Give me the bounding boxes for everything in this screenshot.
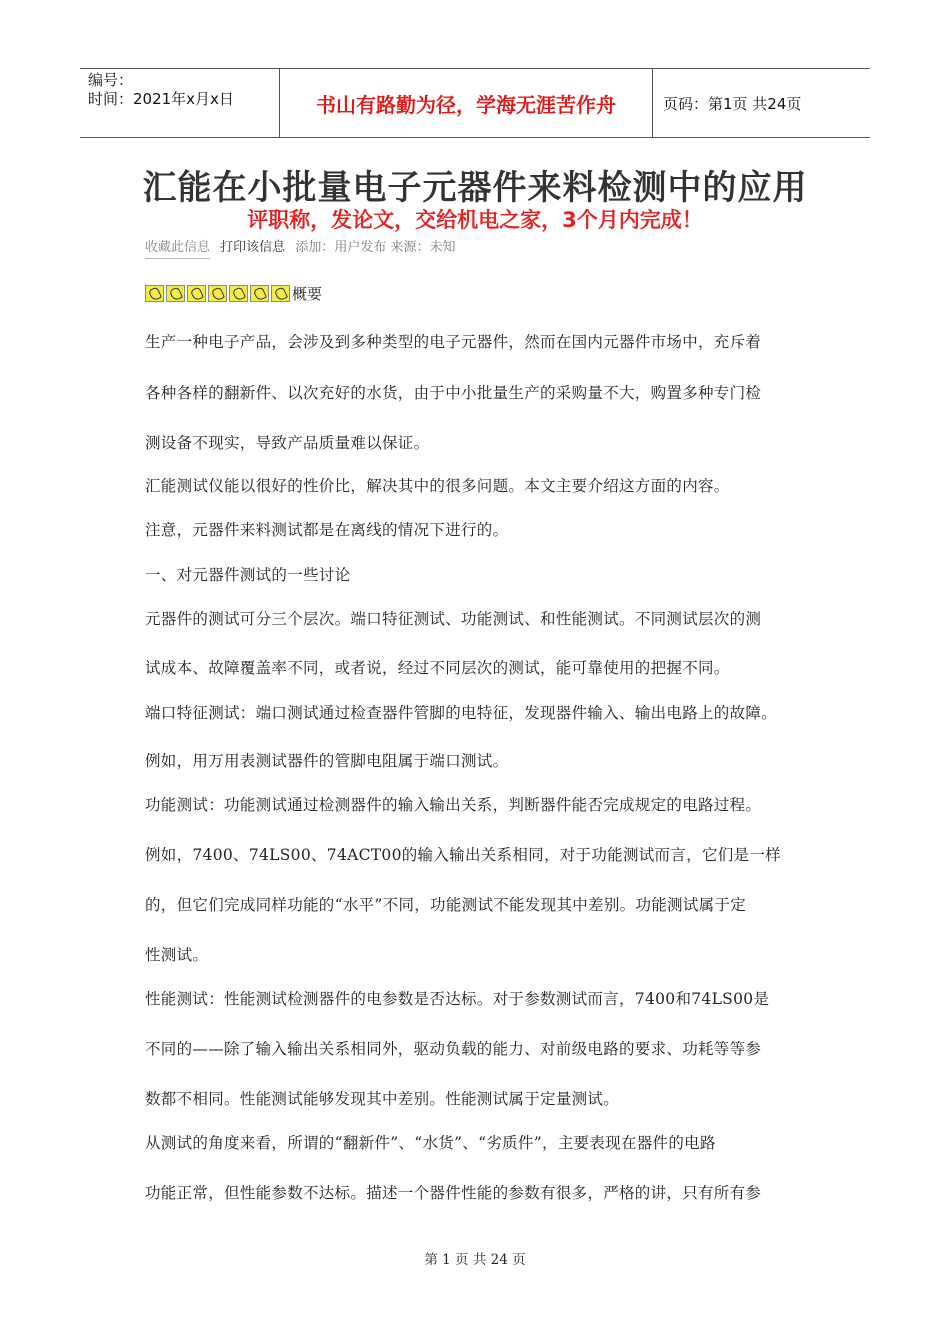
decorative-icon xyxy=(145,285,164,302)
text-line: 性能测试：性能测试检测器件的电参数是否达标。对于参数测试而言，7400和74LS00是 xyxy=(145,990,770,1008)
text-line: 汇能测试仪能以很好的性价比，解决其中的很多问题。本文主要介绍这方面的内容。 xyxy=(145,477,730,495)
text-line: 不同的——除了输入输出关系相同外，驱动负载的能力、对前级电路的要求、功耗等等参 xyxy=(145,1040,762,1058)
time-label: 时间：2021年x月x日 xyxy=(88,90,234,108)
text-line: 端口特征测试：端口测试通过检查器件管脚的电特征，发现器件输入、输出电路上的故障。 xyxy=(145,704,778,722)
text-line: 例如，用万用表测试器件的管脚电阻属于端口测试。 xyxy=(145,752,509,770)
text-line: 性测试。 xyxy=(145,946,209,964)
text-line: 测设备不现实，导致产品质量难以保证。 xyxy=(145,434,430,452)
print-link[interactable]: 打印该信息 xyxy=(220,240,286,255)
text-line: 试成本、故障覆盖率不同，或者说，经过不同层次的测试，能可靠使用的把握不同。 xyxy=(145,659,730,677)
meta-bar xyxy=(145,236,455,255)
page-footer: 第 1 页 共 24 页 xyxy=(424,1252,526,1268)
code-label: 编号： xyxy=(88,71,134,89)
decorative-icon xyxy=(166,285,185,302)
text-line: 例如，7400、74LS00、74ACT00的输入输出关系相同，对于功能测试而言，它们是一样 xyxy=(145,846,781,864)
decorative-icon xyxy=(271,285,290,302)
text-line: 一、对元器件测试的一些讨论 xyxy=(145,566,351,584)
text-line: 数都不相同。性能测试能够发现其中差别。性能测试属于定量测试。 xyxy=(145,1090,620,1108)
decorative-icon xyxy=(250,285,269,302)
text-line: 生产一种电子产品，会涉及到多种类型的电子元器件，然而在国内元器件市场中，充斥着 xyxy=(145,333,762,351)
header-table xyxy=(80,68,870,138)
text-line: 元器件的测试可分三个层次。端口特征测试、功能测试、和性能测试。不同测试层次的测 xyxy=(145,610,762,628)
summary-heading xyxy=(145,283,322,304)
decorative-icon xyxy=(229,285,248,302)
text-line: 功能测试：功能测试通过检测器件的输入输出关系，判断器件能否完成规定的电路过程。 xyxy=(145,796,762,814)
text-line: 各种各样的翻新件、以次充好的水货，由于中小批量生产的采购量不大，购置多种专门检 xyxy=(145,384,762,402)
document-title: 汇能在小批量电子元器件来料检测中的应用 xyxy=(142,168,808,208)
summary-label: 概要 xyxy=(292,285,323,303)
header-motto: 书山有路勤为径，学海无涯苦作舟 xyxy=(280,69,653,137)
header-left-cell xyxy=(80,69,280,137)
decorative-icon xyxy=(187,285,206,302)
text-line: 从测试的角度来看，所谓的“翻新件”、“水货”、“劣质件”，主要表现在器件的电路 xyxy=(145,1134,716,1152)
header-page-info: 页码：第1页 共24页 xyxy=(663,94,802,113)
decorative-icon xyxy=(208,285,227,302)
text-line: 注意，元器件来料测试都是在离线的情况下进行的。 xyxy=(145,521,509,539)
star-icon-row xyxy=(145,285,292,302)
source: 来源：未知 xyxy=(390,240,456,255)
added-by: 添加：用户发布 xyxy=(295,240,387,255)
favorite-link[interactable]: 收藏此信息 xyxy=(145,240,210,259)
promo-banner: 评职称，发论文，交给机电之家，3个月内完成！ xyxy=(247,208,703,232)
text-line: 的，但它们完成同样功能的“水平”不同，功能测试不能发现其中差别。功能测试属于定 xyxy=(145,896,747,914)
text-line: 功能正常，但性能参数不达标。描述一个器件性能的参数有很多，严格的讲，只有所有参 xyxy=(145,1184,762,1202)
